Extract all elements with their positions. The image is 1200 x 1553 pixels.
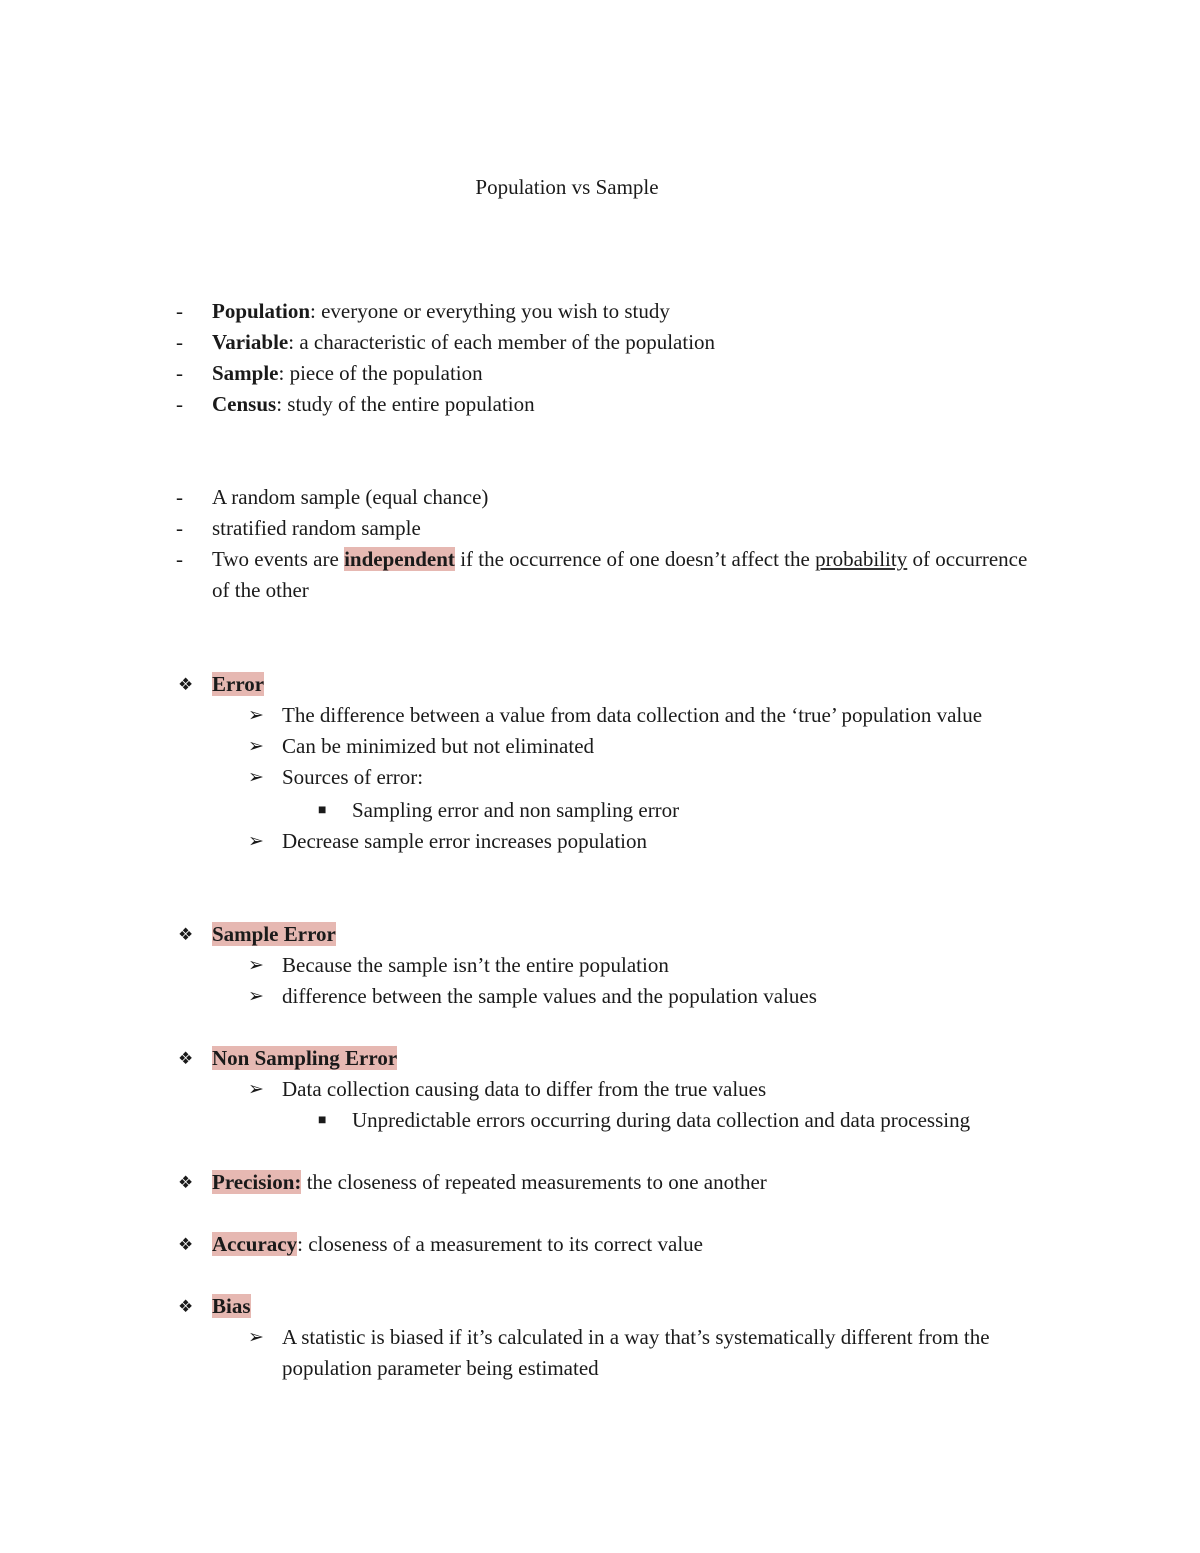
list-item [0, 482, 1200, 513]
dash-bullet: - [176, 299, 183, 323]
list-item [0, 981, 1200, 1012]
definition: : study of the entire population [276, 392, 535, 416]
list-item [0, 1074, 1200, 1105]
dash-bullet: - [176, 516, 183, 540]
diamond-bullet: ❖ [178, 925, 194, 944]
sample-error-section [0, 919, 1200, 1012]
square-bullet: ■ [318, 803, 327, 818]
arrow-bullet: ➢ [248, 986, 264, 1007]
sampling-list [0, 482, 1200, 606]
item-text: Sampling error and non sampling error [352, 798, 680, 822]
section-heading: Accuracy [212, 1232, 298, 1256]
list-item [0, 700, 1200, 731]
item-text: A random sample (equal chance) [212, 485, 489, 509]
definition: : closeness of a measurement to its correct value [297, 1232, 703, 1256]
arrow-bullet: ➢ [248, 1327, 264, 1348]
list-item [0, 358, 1200, 389]
dash-bullet: - [176, 361, 183, 385]
item-text: Can be minimized but not eliminated [282, 734, 595, 758]
section-heading: Non Sampling Error [212, 1046, 398, 1070]
diamond-bullet: ❖ [178, 1297, 194, 1316]
arrow-bullet: ➢ [248, 767, 264, 788]
item-text: Decrease sample error increases population [282, 829, 647, 853]
list-item [0, 544, 1200, 606]
section-heading: Precision: [212, 1170, 302, 1194]
dash-bullet: - [176, 485, 183, 509]
list-item [0, 950, 1200, 981]
error-section [0, 669, 1200, 857]
list-item [0, 389, 1200, 420]
list-item [0, 1322, 1200, 1384]
item-text: Data collection causing data to differ from the true values [282, 1077, 767, 1101]
accuracy-section [0, 1229, 1200, 1260]
arrow-bullet: ➢ [248, 831, 264, 852]
list-item [0, 1105, 1200, 1136]
precision-section [0, 1167, 1200, 1198]
diamond-bullet: ❖ [178, 1173, 194, 1192]
list-item [0, 795, 1200, 826]
definition: : piece of the population [278, 361, 483, 385]
definition: : a characteristic of each member of the population [288, 330, 716, 354]
definition: the closeness of repeated measurements to one another [301, 1170, 767, 1194]
page-title: Population vs Sample [475, 175, 659, 199]
list-item [0, 296, 1200, 327]
non-sampling-error-section [0, 1043, 1200, 1136]
diamond-bullet: ❖ [178, 1049, 194, 1068]
section-heading: Sample Error [212, 922, 336, 946]
item-text: Two events are [212, 547, 345, 571]
item-text: A statistic is biased if it’s calculated in a way that’s systematically different from the population parameter being estimated [282, 1325, 990, 1380]
arrow-bullet: ➢ [248, 736, 264, 757]
diamond-bullet: ❖ [178, 1235, 194, 1254]
dash-bullet: - [176, 547, 183, 571]
list-item [0, 513, 1200, 544]
item-text: Unpredictable errors occurring during data collection and data processing [352, 1108, 971, 1132]
term: Census [212, 392, 277, 416]
list-item [0, 826, 1200, 857]
bias-section [0, 1291, 1200, 1384]
square-bullet: ■ [318, 1113, 327, 1128]
item-text: Because the sample isn’t the entire population [282, 953, 669, 977]
arrow-bullet: ➢ [248, 1079, 264, 1100]
list-item [0, 327, 1200, 358]
list-item [0, 731, 1200, 762]
item-text: of occurrence of the other [212, 547, 1028, 602]
definition: : everyone or everything you wish to study [310, 299, 670, 323]
definitions-list [0, 296, 1200, 420]
dash-bullet: - [176, 392, 183, 416]
item-text: Sources of error: [282, 765, 424, 789]
term: Population [212, 299, 311, 323]
arrow-bullet: ➢ [248, 955, 264, 976]
list-item [0, 762, 1200, 793]
highlighted-term: independent [344, 547, 455, 571]
term: Variable [212, 330, 289, 354]
dash-bullet: - [176, 330, 183, 354]
term: Sample [212, 361, 279, 385]
diamond-bullet: ❖ [178, 675, 194, 694]
item-text: if the occurrence of one doesn’t affect the [454, 547, 816, 571]
item-text: difference between the sample values and the population values [282, 984, 817, 1008]
section-heading: Bias [212, 1294, 251, 1318]
section-heading: Error [212, 672, 265, 696]
item-text: stratified random sample [212, 516, 421, 540]
arrow-bullet: ➢ [248, 705, 264, 726]
item-text: The difference between a value from data collection and the ‘true’ population value [282, 703, 983, 727]
underlined-term: probability [815, 547, 908, 571]
